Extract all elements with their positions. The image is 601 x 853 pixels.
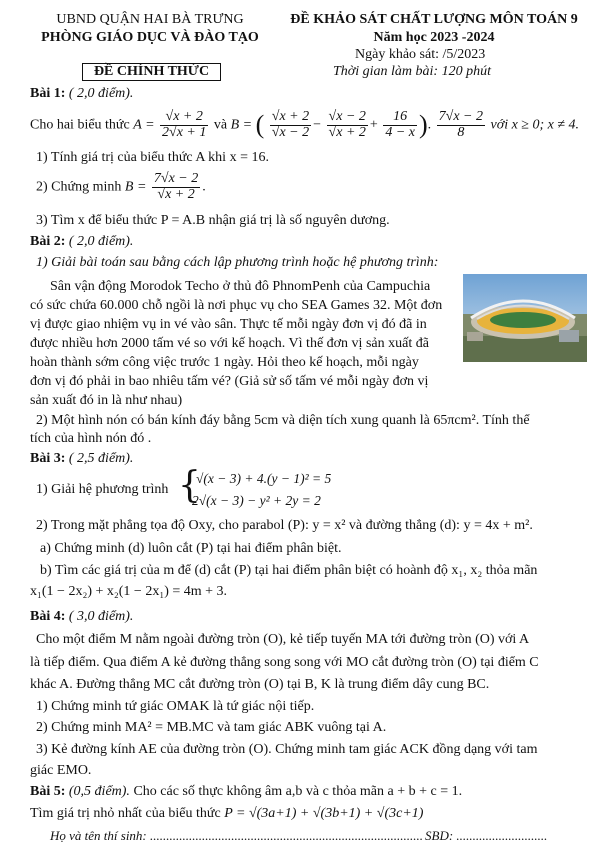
bai3-q2a: a) Chứng minh (d) luôn cắt (P) tại hai điểm phân biệt. [40, 541, 342, 556]
bai4-line-1: Cho một điểm M nằm ngoài đường tròn (O), kẻ tiếp tuyến MA tới đường tròn (O) với A [36, 632, 530, 647]
bai3-q2: 2) Trong mặt phẳng tọa độ Oxy, cho parabol (P): y = x² và đường thẳng (d): y = 4x + m². [36, 518, 533, 533]
bai4-title: Bài 4: [30, 609, 66, 624]
b-fraction-2: $\frac{√x - 2}{√x + 2}$ [328, 109, 366, 140]
bai4-points: ( 3,0 điểm). [68, 609, 134, 624]
stadium-photo [463, 274, 587, 362]
header-department: UBND QUẬN HAI BÀ TRƯNG [56, 12, 244, 27]
bai5-points: (0,5 điểm). [68, 784, 130, 799]
header-office: PHÒNG GIÁO DỤC VÀ ĐÀO TẠO [41, 30, 259, 45]
bai3-points: ( 2,5 điểm). [68, 451, 134, 466]
bai2-line-6: đơn vị đó phải in bao nhiêu tấm vé? (Giả sử số tấm vé mỗi ngày đơn vị [30, 374, 429, 389]
bai2-title: Bài 2: [30, 234, 66, 249]
bai2-q2-line1: 2) Một hình nón có bán kính đáy bằng 5cm và diện tích xung quanh là 65πcm². Tính thể [36, 413, 530, 428]
bai5-title: Bài 5: [30, 784, 66, 799]
candidate-id-line: SBD: ............................ [425, 828, 548, 843]
bai5-line2: Tìm giá trị nhỏ nhất của biểu thức P = √(3a+1) + √(3b+1) + √(3c+1) [30, 806, 424, 821]
bai2-q1-intro: 1) Giải bài toán sau bằng cách lập phương trình hoặc hệ phương trình: [36, 255, 439, 270]
bai4-line-3: khác A. Đường thẳng MC cắt đường tròn (O) tại B, K là trung điểm dây cung BC. [30, 677, 490, 692]
expr-a-fraction: $\frac{√x + 2}{2√x + 1}$ [162, 109, 207, 140]
bai2-q2-line2: tích của hình nón đó . [30, 431, 152, 446]
bai1-expressions: Cho hai biểu thức A = $\frac{√x + 2}{2√x + 1}$ và B = ( $\frac{√x + 2}{√x - 2}$ − $\frac{√x - 2}{√x + 2}$ + $\frac{16}{4 - x}$ ). $\frac{7√x - 2}{8}$ với x ≥ 0; x ≠ 4. [30, 109, 580, 140]
school-year: Năm học 2023 -2024 [373, 30, 495, 45]
bai4-heading [30, 609, 133, 625]
b-fraction-3: $\frac{16}{4 - x}$ [385, 109, 415, 140]
bai3-q2b-line2: x₁(1 − 2x₂) + x₂(1 − 2x₁) = 4m + 3. [30, 584, 228, 599]
bai1-title: Bài 1: [30, 86, 66, 101]
system-brace: { [178, 465, 201, 506]
bai1-points: ( 2,0 điểm). [68, 86, 134, 101]
bai4-line-2: là tiếp điểm. Qua điểm A kẻ đường thẳng song song với MO cắt đường tròn (O) tại điểm C [30, 655, 539, 670]
expr-b-label: B [230, 117, 240, 133]
exam-title: ĐỀ KHẢO SÁT CHẤT LƯỢNG MÔN TOÁN 9 [290, 12, 578, 27]
bai2-line-3: vị được giao nhiệm vụ in vé vào sân. Thực tế mỗi ngày đơn vị đó đã in [30, 317, 427, 332]
bai3-title: Bài 3: [30, 451, 66, 466]
exam-date: Ngày khảo sát: /5/2023 [355, 47, 486, 62]
bai5-expression: P = √(3a+1) + √(3b+1) + √(3c+1) [224, 806, 424, 821]
bai4-q1: 1) Chứng minh tứ giác OMAK là tứ giác nội tiếp. [36, 699, 315, 714]
q2-fraction: $\frac{7√x - 2}{√x + 2}$ [153, 171, 199, 202]
bai5-statement: Cho các số thực không âm a,b và c thỏa mãn a + b + c = 1. [133, 784, 463, 799]
expr-a-label: A [133, 117, 142, 133]
bai1-q1: 1) Tính giá trị của biểu thức A khi x = 16. [36, 150, 269, 165]
official-badge: ĐỀ CHÍNH THỨC [82, 63, 221, 81]
bai2-line-1: Sân vận động Morodok Techo ở thủ đô PhnomPenh của Campuchia [50, 279, 431, 294]
bai1-q2: 2) Chứng minh B = $\frac{7√x - 2}{√x + 2}$ . [36, 171, 206, 202]
bai2-points: ( 2,0 điểm). [68, 234, 134, 249]
bai2-line-7: sản xuất đó in là như nhau) [30, 393, 183, 408]
b-fraction-1: $\frac{√x + 2}{√x - 2}$ [271, 109, 310, 140]
bai2-line-2: có sức chứa 60.000 chỗ ngồi là nơi phục vụ cho SEA Games 32. Một đơn [30, 298, 443, 313]
bai3-heading [30, 451, 133, 467]
stadium-illustration [463, 274, 587, 362]
bai1-q3: 3) Tìm x để biểu thức P = A.B nhận giá trị là số nguyên dương. [36, 213, 390, 228]
b-fraction-4: $\frac{7√x - 2}{8}$ [438, 109, 484, 140]
exam-duration: Thời gian làm bài: 120 phút [333, 64, 491, 79]
bai5-line1 [30, 784, 462, 800]
bai3-q2b-line1: b) Tìm các giá trị của m để (d) cắt (P) tại hai điểm phân biệt có hoành độ x₁, x₂ thỏa mãn [40, 563, 538, 578]
system-eq1: √(x − 3) + 4.(y − 1)² = 5 [196, 471, 332, 486]
bai3-q1-text: 1) Giải hệ phương trình [36, 482, 169, 497]
bai4-q3-line1: 3) Kẻ đường kính AE của đường tròn (O). Chứng minh tam giác ACK đồng dạng với tam [36, 742, 538, 757]
bai2-line-5: hoàn thành sớm công việc trước 1 ngày. Hỏi theo kế hoạch, mỗi ngày [30, 355, 419, 370]
bai1-condition: với x ≥ 0; x ≠ 4. [490, 117, 580, 133]
bai2-line-4: được nhiều hơn 2000 tấm vé so với kế hoạch. Vì thế đơn vị sản xuất đã [30, 336, 429, 351]
bai1-intro: Cho hai biểu thức [30, 117, 130, 133]
bai2-heading [30, 234, 133, 250]
system-eq2: 2√(x − 3) − y² + 2y = 2 [192, 493, 321, 508]
bai1-heading [30, 86, 133, 102]
candidate-name-line: Họ và tên thí sinh: .................................................................................... [50, 828, 424, 843]
bai4-q2: 2) Chứng minh MA² = MB.MC và tam giác ABK vuông tại A. [36, 720, 387, 735]
bai4-q3-line2: giác EMO. [30, 763, 92, 778]
